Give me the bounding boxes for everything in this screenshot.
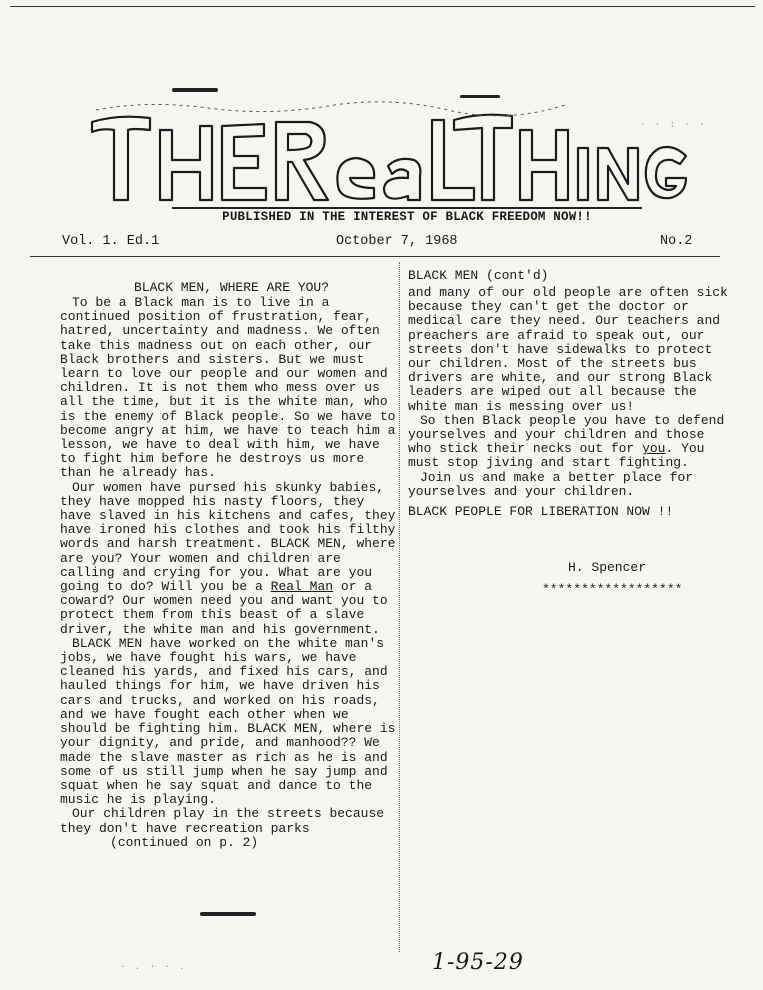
right-paragraph-3: Join us and make a better place for yourselves and your children. xyxy=(408,469,694,499)
right-paragraph-2-end: . You must stop jiving and start fighting. xyxy=(408,441,705,471)
right-article-heading: BLACK MEN (cont'd) xyxy=(408,268,549,283)
file-mark: 1-95-29 xyxy=(432,950,524,975)
you-underlined: you xyxy=(642,441,666,457)
smudge-mark xyxy=(172,88,218,92)
slogan: BLACK PEOPLE FOR LIBERATION NOW !! xyxy=(408,504,674,520)
left-paragraph-3: BLACK MEN have worked on the white man's jobs, we have fought his wars, we have cleaned his yards, and fixed his cars, and hauled things for him, we have driven his cars and trucks, and worked on his roads, and we have fought each other when we should be fighting him. BLACK MEN, where is your dignity, and pride, and manhood?? We made the slave master as rich as he is and some of us still jump when he say jump and squat when he say squat and dance to the music he is playing. xyxy=(60,635,396,808)
issue-volume: Vol. 1. Ed.1 xyxy=(62,234,160,249)
masthead-lettering xyxy=(88,100,688,215)
left-paragraph-2-end: or a coward? Our women need you and want you to protect them from this beast of a slave driver, the white man and his government. xyxy=(60,579,388,637)
left-paragraph-2 xyxy=(60,481,400,637)
right-paragraph-2-text: So then Black people you have to defend yourselves and your children and those who stick their necks out for xyxy=(408,412,725,457)
tagline-rule xyxy=(172,207,642,209)
issue-rule xyxy=(30,256,720,257)
right-paragraph-1: and many of our old people are often sick because they can't get the doctor or medical care they need. Our teachers and preachers are afraid to speak out, our streets don't have sidewalks to protect our children. Most of the streets bus drivers are white, and our strong Black leaders are wiped out all because the white man is messing over us! xyxy=(408,285,728,414)
masthead-logo xyxy=(88,100,688,215)
top-rule xyxy=(10,6,755,7)
right-paragraph-2 xyxy=(408,414,728,471)
issue-number: No.2 xyxy=(660,234,693,249)
signature: H. Spencer xyxy=(568,560,647,575)
smudge-mark xyxy=(200,912,256,916)
left-paragraph-1: To be a Black man is to live in a continued position of frustration, fear, hatred, uncertainty and madness. We often take this madness out on each other, our Black brothers and sisters. But we must learn to love our people and our women and children. It is not them who mess over us all the time, but it is the white man, who is the enemy of Black people. So we have to become angry at him, we have to teach him a lesson, we have to deal with him, we have to fight him before he destroys us more than he already has. xyxy=(60,295,396,481)
noise-marks: · . · · . xyxy=(120,962,187,972)
star-rule: ****************** xyxy=(542,582,683,597)
left-article-heading: BLACK MEN, WHERE ARE YOU? xyxy=(134,280,330,295)
continued-note: (continued on p. 2) xyxy=(110,834,259,850)
smudge-mark xyxy=(460,95,500,98)
right-article-body xyxy=(408,286,728,519)
issue-date: October 7, 1968 xyxy=(336,234,458,249)
left-article-body xyxy=(60,296,400,850)
left-paragraph-4: Our children play in the streets because they don't have recreation parks xyxy=(60,806,385,836)
left-paragraph-2-text: Our women have pursed his skunky babies, they have mopped his nasty floors, they have slaved in his kitchens and cafes, they have ironed his clothes and took his filthy words and harsh treatment. BLACK MEN, where are you? Your women and children are calling and crying for you. What are you going to do? Will you be a xyxy=(60,479,396,595)
tagline: PUBLISHED IN THE INTEREST OF BLACK FREEDOM NOW!! xyxy=(222,210,592,224)
real-man-underlined: Real Man xyxy=(270,579,334,595)
noise-marks: · · : · · xyxy=(640,120,707,130)
